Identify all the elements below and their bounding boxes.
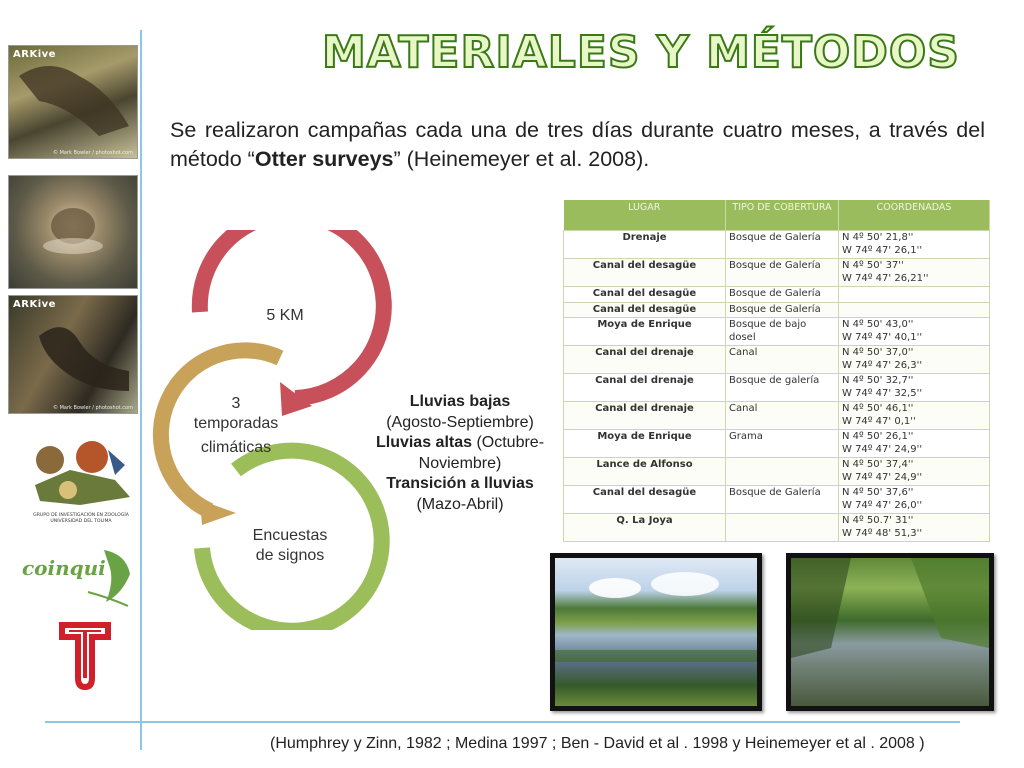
cycle-surveys-line2: de signos (255, 547, 325, 564)
header-lugar: LUGAR (564, 200, 726, 231)
coord-lat: N 4º 50.7' 31'' (842, 515, 914, 526)
bird-icon (18, 542, 138, 610)
coord-lon: W 74º 47' 26,1'' (842, 244, 923, 256)
cycle-seasons-line2: temporadas (193, 415, 279, 432)
table-row (564, 302, 990, 318)
coord-lat: N 4º 50' 32,7'' (842, 375, 914, 386)
cell-lugar: Canal del desagüe (564, 486, 726, 514)
cell-coordenadas (839, 430, 990, 458)
cell-coordenadas (839, 458, 990, 486)
coord-lat: N 4º 50' 37'' (842, 260, 904, 271)
table-row (564, 287, 990, 303)
locations-table (563, 200, 990, 542)
season-1-name: Lluvias bajas (409, 393, 511, 410)
cycle-label-seasons (180, 394, 292, 458)
cell-lugar: Canal del drenaje (564, 346, 726, 374)
cell-tipo: Bosque de Galería (726, 302, 839, 318)
coord-lon: W 74º 47' 26,3'' (842, 359, 923, 371)
cell-lugar: Lance de Alfonso (564, 458, 726, 486)
cell-tipo: Bosque de galería (726, 374, 839, 402)
pond-photo-2 (786, 553, 994, 711)
cell-coordenadas (839, 231, 990, 259)
cell-lugar: Canal del desagüe (564, 259, 726, 287)
table-row (564, 346, 990, 374)
coinqui-text: coinqui (22, 556, 106, 580)
cell-tipo: Grama (726, 430, 839, 458)
horizontal-rule (45, 721, 960, 723)
cell-tipo: Canal (726, 346, 839, 374)
coinqui-logo (18, 542, 138, 610)
cell-tipo (726, 514, 839, 542)
otter-photo-3 (8, 295, 138, 414)
cell-lugar: Canal del desagüe (564, 287, 726, 303)
otter-silhouette (9, 46, 137, 158)
cell-coordenadas (839, 318, 990, 346)
zoology-group-logo (20, 435, 142, 527)
cell-coordenadas (839, 486, 990, 514)
coord-lon: W 74º 47' 24,9'' (842, 471, 923, 483)
citation: (Humphrey y Zinn, 1982 ; Medina 1997 ; Ben - David et al . 1998 y Heinemeyer et al . 2008 ) (270, 735, 925, 752)
zoology-group-caption: GRUPO DE INVESTIGACIÓN EN ZOOLOGÍA UNIVERSIDAD DEL TOLIMA (33, 513, 129, 524)
coord-lat: N 4º 50' 43,0'' (842, 319, 914, 330)
photo-credit: © Mark Bowler / photoshot.com (53, 405, 133, 411)
seasons-list (362, 392, 558, 515)
season-3-months: (Mazo-Abril) (416, 495, 504, 513)
coord-lat: N 4º 50' 21,8'' (842, 232, 914, 243)
table-row (564, 402, 990, 430)
coord-lon: W 74º 47' 26,0'' (842, 499, 923, 511)
cell-tipo: Bosque de Galería (726, 486, 839, 514)
cell-lugar: Moya de Enrique (564, 430, 726, 458)
season-2-months-b: Noviembre) (418, 454, 502, 472)
intro-paragraph (170, 116, 985, 174)
season-2-name: Lluvias altas (375, 434, 473, 451)
coord-lat: N 4º 50' 37,6'' (842, 487, 914, 498)
pond-scene-2 (791, 558, 989, 706)
cell-tipo: Canal (726, 402, 839, 430)
coord-lon: W 74º 48' 51,3'' (842, 527, 923, 539)
cell-lugar: Q. La Joya (564, 514, 726, 542)
cell-tipo (726, 458, 839, 486)
intro-text-before: Se realizaron campañas cada una de tres días durante cuatro meses, a través del método “ (170, 118, 985, 171)
arkive-label: ARKive (13, 299, 56, 310)
coord-lon: W 74º 47' 40,1'' (842, 331, 923, 343)
arkive-label: ARKive (13, 49, 56, 60)
otter-body-shape (9, 296, 137, 413)
cycle-seasons-line1: 3 (231, 395, 241, 412)
table-row (564, 374, 990, 402)
cell-lugar: Drenaje (564, 231, 726, 259)
cell-coordenadas (839, 302, 990, 318)
cycle-label-distance: 5 KM (266, 307, 304, 324)
coord-lon: W 74º 47' 32,5'' (842, 387, 923, 399)
cell-lugar: Canal del drenaje (564, 374, 726, 402)
animals-illustration-icon (20, 435, 142, 513)
coord-lat: N 4º 50' 26,1'' (842, 431, 914, 442)
coord-lat: N 4º 50' 37,4'' (842, 459, 914, 470)
table-header-row (564, 200, 990, 231)
cycle-surveys-line1: Encuestas (252, 527, 328, 544)
cell-lugar: Canal del drenaje (564, 402, 726, 430)
season-1-months: (Agosto-Septiembre) (386, 413, 534, 431)
table-row (564, 318, 990, 346)
table-row (564, 486, 990, 514)
coord-lat: N 4º 50' 46,1'' (842, 403, 914, 414)
header-tipo: TIPO DE COBERTURA (726, 200, 839, 231)
cell-coordenadas (839, 287, 990, 303)
cycle-arrow-tan (200, 500, 236, 525)
page-title: MATERIALES Y MÉTODOS (322, 27, 960, 78)
table-row (564, 231, 990, 259)
cell-lugar: Moya de Enrique (564, 318, 726, 346)
table-row (564, 259, 990, 287)
coord-lon: W 74º 47' 0,1'' (842, 415, 916, 427)
coord-lat: N 4º 50' 37,0'' (842, 347, 914, 358)
table-row (564, 458, 990, 486)
cell-tipo: Bosque de Galería (726, 231, 839, 259)
otter-photo-2 (8, 175, 138, 289)
ut-logo-icon (57, 620, 113, 692)
intro-text-after: ” (Heinemeyer et al. 2008). (393, 147, 650, 171)
table-row (564, 514, 990, 542)
cycle-seasons-line3: climáticas (200, 439, 272, 456)
otter-head-shape (9, 176, 137, 288)
cell-coordenadas (839, 259, 990, 287)
coord-lon: W 74º 47' 26,21'' (842, 272, 929, 284)
cell-coordenadas (839, 402, 990, 430)
season-3-name: Transición a lluvias (386, 475, 534, 492)
cell-tipo: Bosque de bajo dosel (726, 318, 839, 346)
cycle-label-surveys (238, 526, 342, 566)
pond-photo-1 (550, 553, 762, 711)
intro-method-name: Otter surveys (254, 147, 394, 171)
header-coordenadas: COORDENADAS (839, 200, 990, 231)
pond-scene-1 (555, 558, 757, 706)
cell-coordenadas (839, 346, 990, 374)
table-row (564, 430, 990, 458)
cell-lugar: Canal del desagüe (564, 302, 726, 318)
cell-tipo: Bosque de Galería (726, 287, 839, 303)
cell-coordenadas (839, 514, 990, 542)
university-logo (57, 620, 113, 692)
cell-coordenadas (839, 374, 990, 402)
season-2-months-a: (Octubre- (472, 434, 545, 451)
cell-tipo: Bosque de Galería (726, 259, 839, 287)
otter-photo-1 (8, 45, 138, 159)
photo-credit: © Mark Bowler / photoshot.com (53, 150, 133, 156)
coord-lon: W 74º 47' 24,9'' (842, 443, 923, 455)
